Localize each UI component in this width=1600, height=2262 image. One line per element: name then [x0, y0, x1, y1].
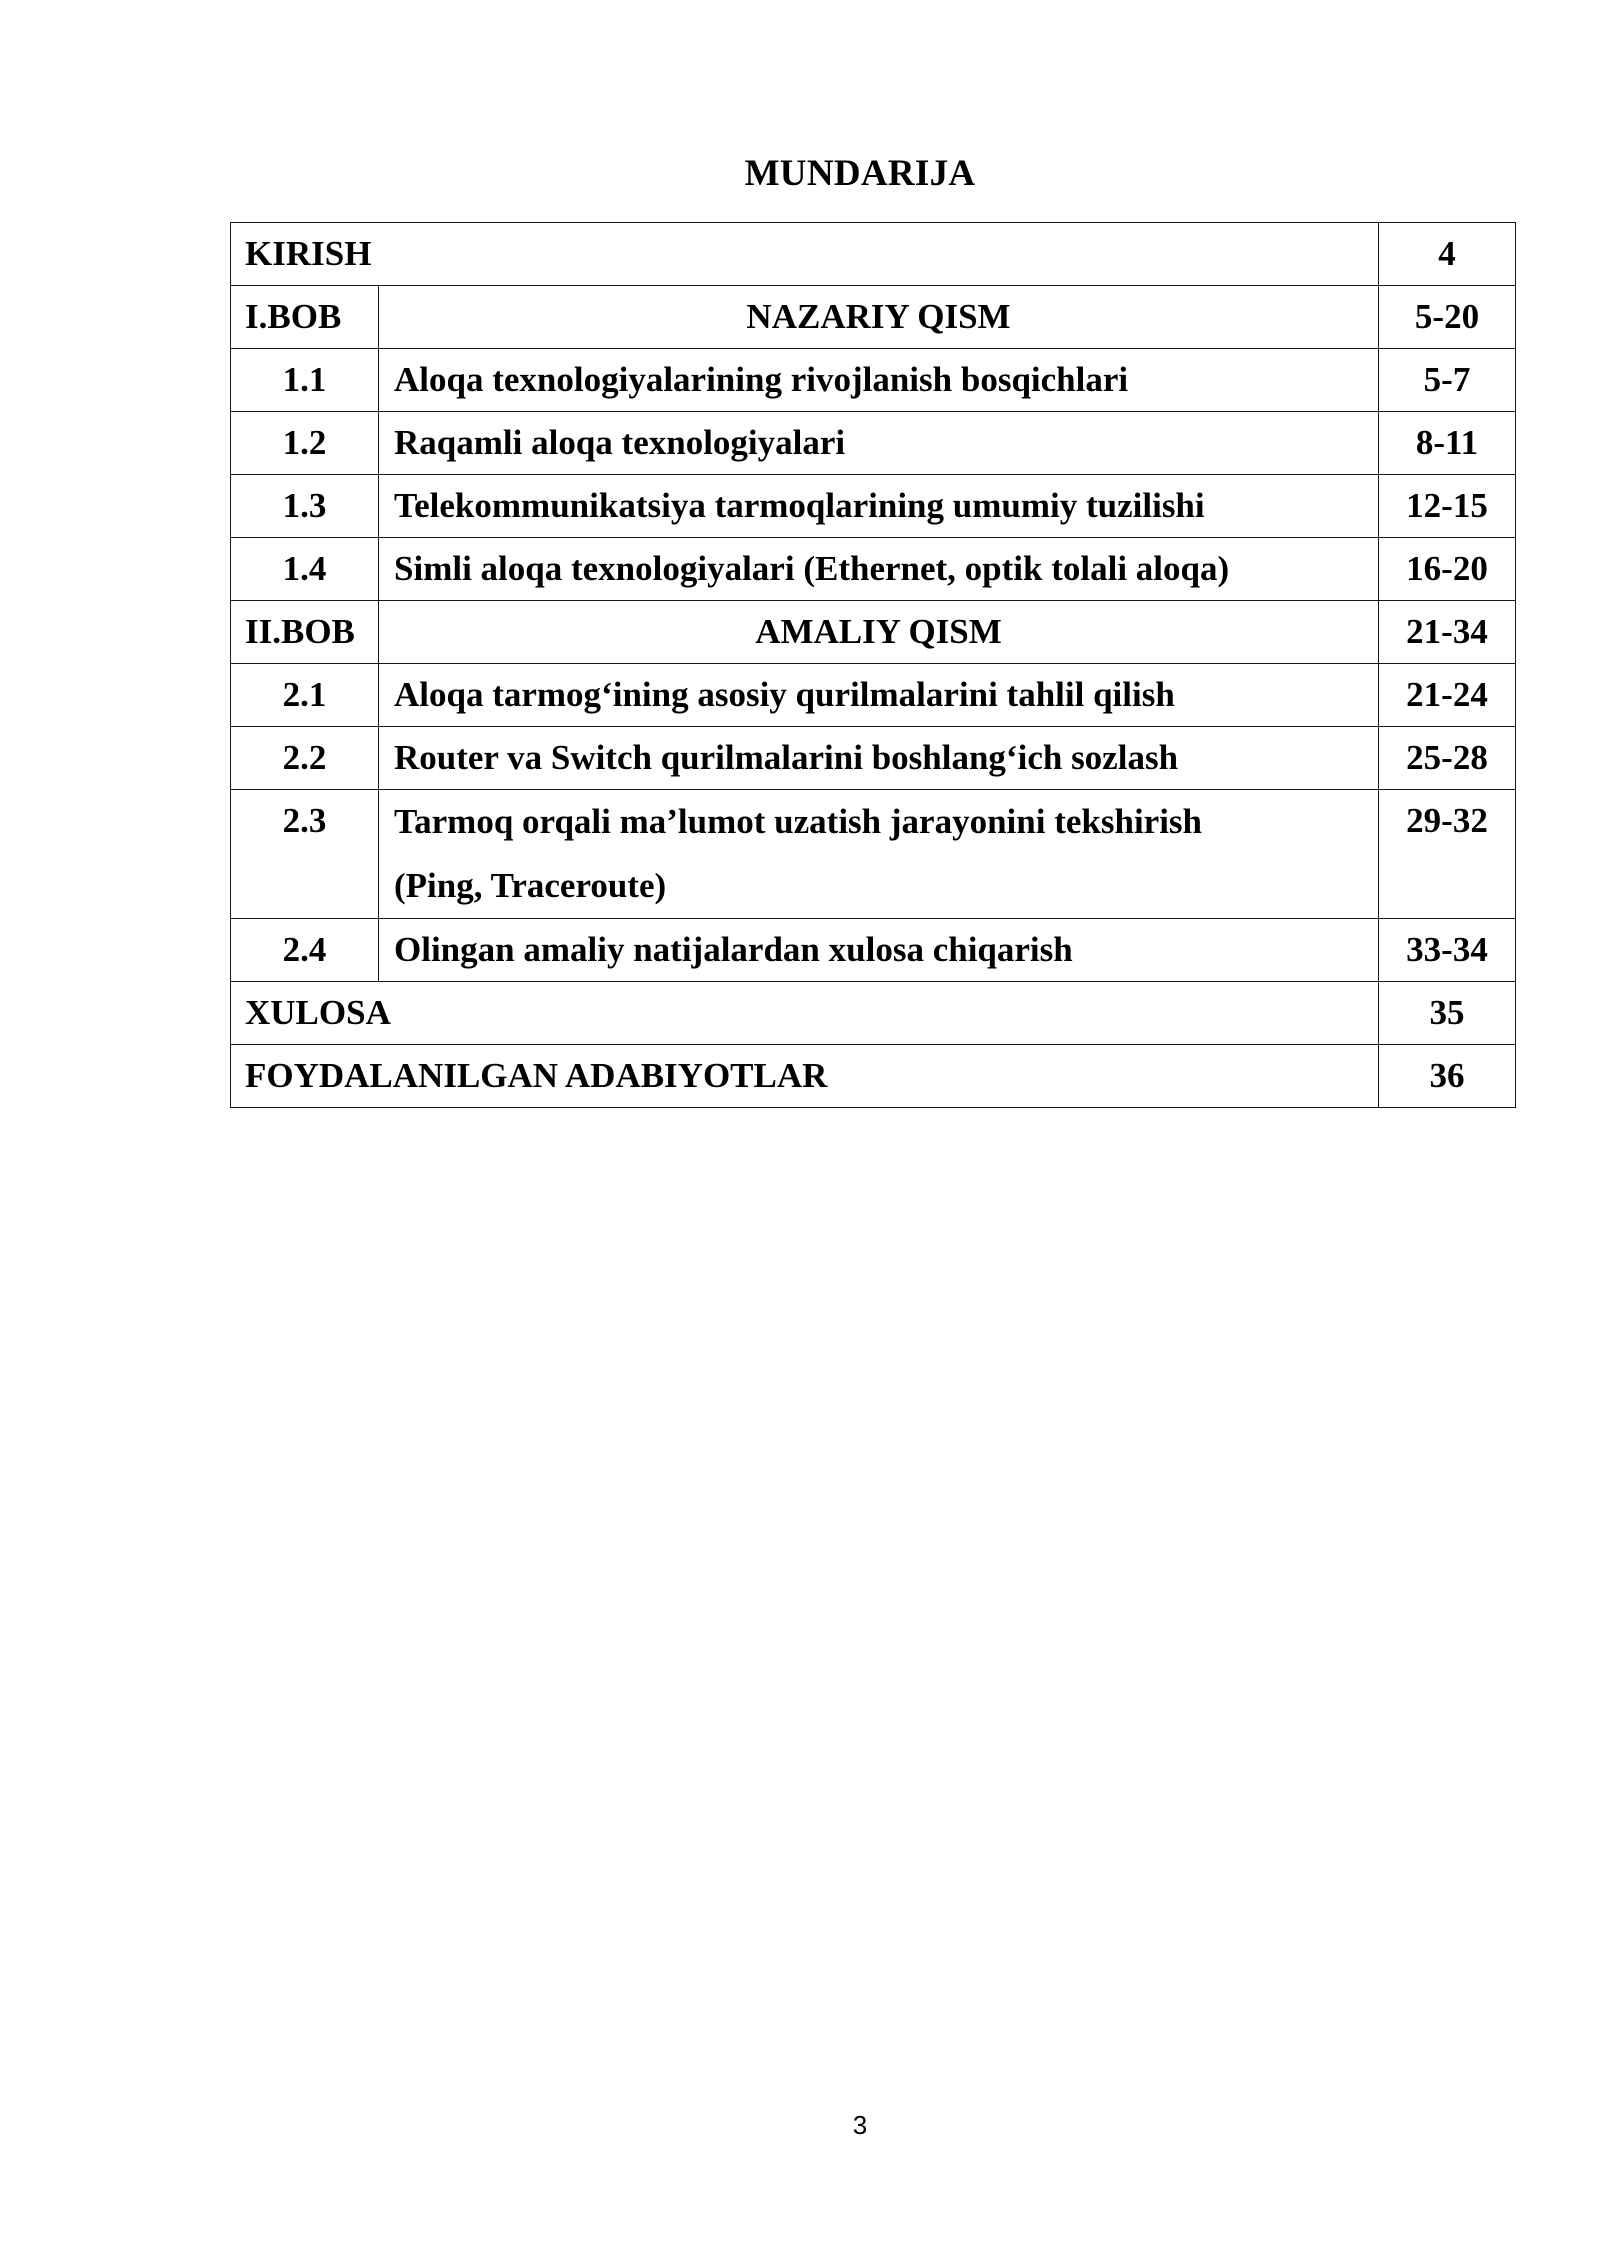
table-row	[231, 601, 1516, 664]
toc-section-title: Aloqa texnologiyalarining rivojlanish bosqichlari	[379, 349, 1379, 412]
table-row	[231, 412, 1516, 475]
toc-section-pages: 33-34	[1379, 919, 1516, 982]
toc-section-title-line: Tarmoq orqali ma’lumot uzatish jarayonini tekshirish	[394, 802, 1203, 841]
toc-section-pages: 8-11	[1379, 412, 1516, 475]
toc-chapter1-pages: 5-20	[1379, 286, 1516, 349]
toc-section-pages: 12-15	[1379, 475, 1516, 538]
table-row	[231, 664, 1516, 727]
toc-chapter1-title: NAZARIY QISM	[379, 286, 1379, 349]
toc-section-number: 2.3	[231, 790, 379, 919]
toc-section-number: 1.4	[231, 538, 379, 601]
toc-section-number: 2.2	[231, 727, 379, 790]
toc-section-number: 2.1	[231, 664, 379, 727]
table-row	[231, 982, 1516, 1045]
toc-section-pages: 25-28	[1379, 727, 1516, 790]
toc-intro-page: 4	[1379, 223, 1516, 286]
toc-conclusion-label: XULOSA	[231, 982, 1379, 1045]
table-row	[231, 919, 1516, 982]
toc-section-pages: 29-32	[1379, 790, 1516, 919]
toc-section-number: 1.3	[231, 475, 379, 538]
toc-section-number: 1.2	[231, 412, 379, 475]
toc-section-title: Telekommunikatsiya tarmoqlarining umumiy tuzilishi	[379, 475, 1379, 538]
toc-section-number: 2.4	[231, 919, 379, 982]
toc-chapter2-title: AMALIY QISM	[379, 601, 1379, 664]
table-row	[231, 223, 1516, 286]
toc-section-pages: 5-7	[1379, 349, 1516, 412]
toc-section-title: Raqamli aloqa texnologiyalari	[379, 412, 1379, 475]
toc-section-title	[379, 790, 1379, 919]
toc-section-pages: 16-20	[1379, 538, 1516, 601]
page-number: 3	[852, 2110, 868, 2140]
toc-section-number: 1.1	[231, 349, 379, 412]
table-row	[231, 790, 1516, 919]
toc-intro-label: KIRISH	[231, 223, 1379, 286]
table-row	[231, 286, 1516, 349]
toc-conclusion-page: 35	[1379, 982, 1516, 1045]
table-row	[231, 727, 1516, 790]
toc-section-title: Simli aloqa texnologiyalari (Ethernet, optik tolali aloqa)	[379, 538, 1379, 601]
toc-chapter1-label: I.BOB	[231, 286, 379, 349]
page-title: MUNDARIJA	[744, 153, 976, 194]
table-row	[231, 475, 1516, 538]
table-row	[231, 349, 1516, 412]
toc-section-title: Aloqa tarmog‘ining asosiy qurilmalarini tahlil qilish	[379, 664, 1379, 727]
toc-section-title: Router va Switch qurilmalarini boshlang‘ich sozlash	[379, 727, 1379, 790]
table-row	[231, 1045, 1516, 1108]
table-of-contents	[230, 222, 1516, 1108]
toc-chapter2-label: II.BOB	[231, 601, 379, 664]
toc-references-page: 36	[1379, 1045, 1516, 1108]
toc-section-title-line: (Ping, Traceroute)	[394, 866, 667, 905]
toc-references-label: FOYDALANILGAN ADABIYOTLAR	[231, 1045, 1379, 1108]
toc-section-pages: 21-24	[1379, 664, 1516, 727]
table-row	[231, 538, 1516, 601]
toc-section-title: Olingan amaliy natijalardan xulosa chiqarish	[379, 919, 1379, 982]
toc-chapter2-pages: 21-34	[1379, 601, 1516, 664]
